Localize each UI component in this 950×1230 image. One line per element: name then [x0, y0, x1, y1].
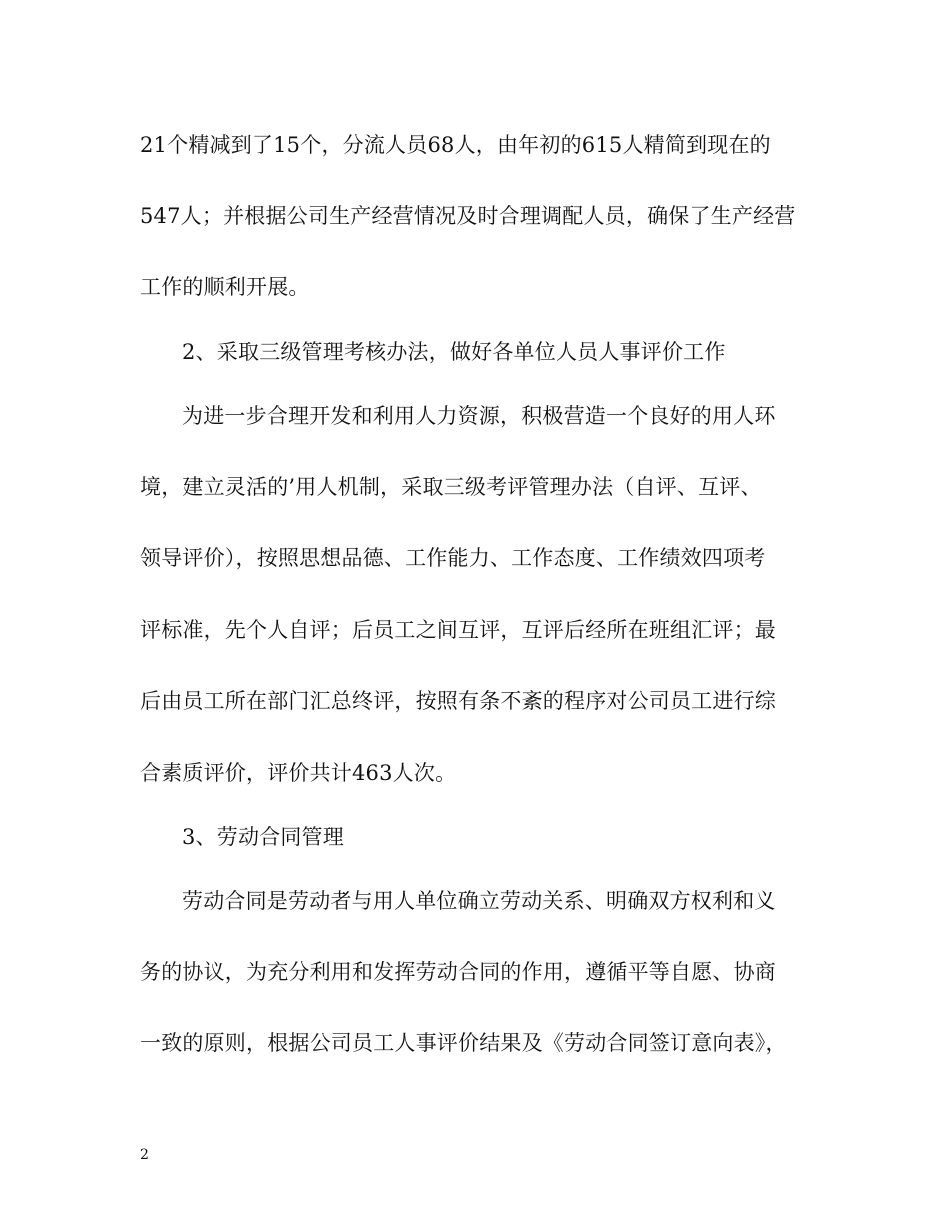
section-heading-3: 3、劳动合同管理 [182, 825, 344, 849]
text-line-6: 境，建立灵活的’用人机制，采取三级考评管理办法（自评、互评、 [140, 475, 762, 499]
text-line-2: 547人；并根据公司生产经营情况及时合理调配人员，确保了生产经营 [140, 204, 796, 228]
text-line-10: 合素质评价，评价共计463人次。 [140, 761, 457, 785]
text-line-3: 工作的顺利开展。 [140, 275, 310, 299]
text-line-14: 一致的原则，根据公司员工人事评价结果及《劳动合同签订意向表》， [140, 1031, 787, 1055]
text-line-9: 后由员工所在部门汇总终评，按照有条不紊的程序对公司员工进行综 [140, 689, 776, 713]
section-heading-2: 2、采取三级管理考核办法，做好各单位人员人事评价工作 [182, 340, 726, 364]
text-line-8: 评标准，先个人自评；后员工之间互评，互评后经所在班组汇评；最 [140, 618, 776, 642]
page-number: 2 [140, 1147, 149, 1163]
text-line-7: 领导评价），按照思想品德、工作能力、工作态度、工作绩效四项考 [140, 546, 766, 570]
text-line-12: 劳动合同是劳动者与用人单位确立劳动关系、明确双方权利和义 [182, 889, 776, 913]
text-line-13: 务的协议，为充分利用和发挥劳动合同的作用，遵循平等自愿、协商 [140, 960, 776, 984]
text-line-1: 21个精减到了15个，分流人员68人，由年初的615人精简到现在的 [140, 133, 771, 157]
text-line-5: 为进一步合理开发和利用人力资源，积极营造一个良好的用人环 [182, 404, 776, 428]
